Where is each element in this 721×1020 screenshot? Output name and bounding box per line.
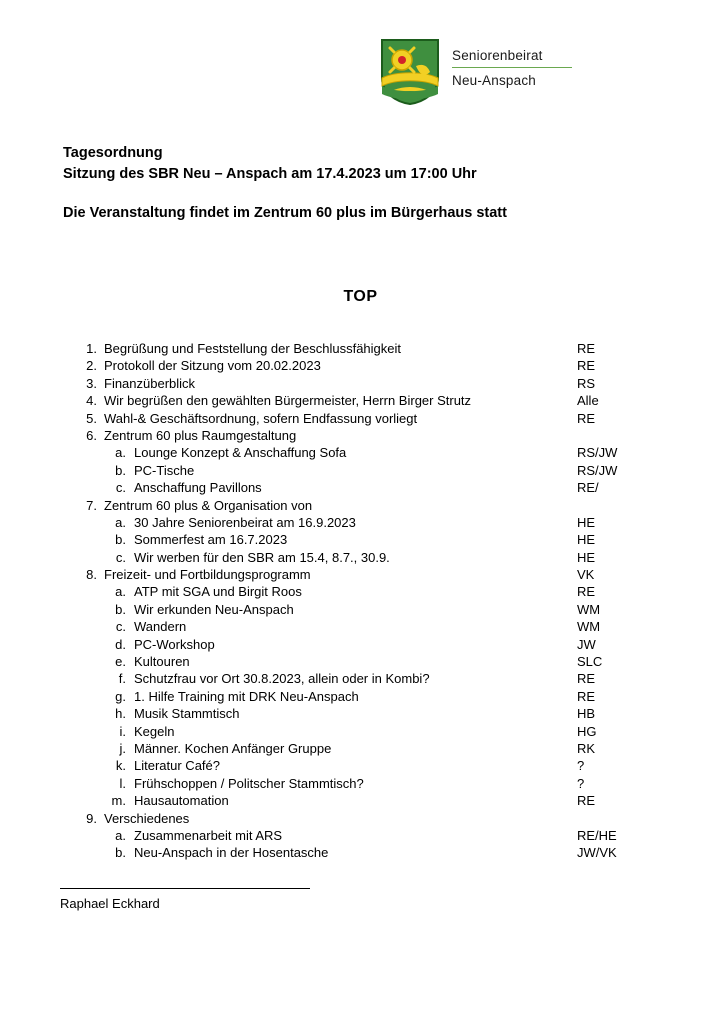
agenda-item-number: l. (119, 775, 126, 791)
agenda-item-number: a. (115, 584, 126, 600)
agenda-item (63, 757, 663, 774)
agenda-item-text: Hausautomation (134, 793, 229, 809)
agenda-item-text: Wandern (134, 619, 187, 635)
signature-line (60, 888, 310, 889)
agenda-item-owner: HB (577, 706, 596, 722)
agenda-item-number: 2. (86, 358, 97, 374)
agenda-item-number: h. (115, 706, 126, 722)
title-block (63, 143, 663, 185)
agenda-item-number: d. (115, 636, 126, 652)
agenda-item (63, 392, 663, 409)
agenda-item-number: 8. (86, 567, 97, 583)
agenda-item (63, 583, 663, 600)
agenda-item-number: 1. (86, 341, 97, 356)
agenda-item-owner: SLC (577, 654, 603, 670)
agenda-item (63, 340, 663, 357)
agenda-item-owner: WM (577, 601, 601, 617)
agenda-item (63, 688, 663, 705)
agenda-item-text: 1. Hilfe Training mit DRK Neu-Anspach (134, 688, 359, 704)
agenda-item-number: b. (115, 462, 126, 478)
agenda-item (63, 844, 663, 861)
agenda-item-text: Protokoll der Sitzung vom 20.02.2023 (104, 358, 321, 374)
agenda-item-text: Zentrum 60 plus Raumgestaltung (104, 427, 297, 443)
agenda-item-text: Kultouren (134, 654, 190, 670)
agenda-item-text: Zusammenarbeit mit ARS (134, 827, 283, 843)
agenda-item-owner: HE (577, 549, 596, 565)
agenda-item-owner: RS/JW (577, 462, 618, 478)
agenda-item-number: g. (115, 688, 126, 704)
agenda-item-text: Lounge Konzept & Anschaffung Sofa (134, 445, 347, 461)
agenda-item-owner: ? (577, 758, 585, 774)
agenda-item-owner: HG (577, 723, 597, 739)
agenda-item-text: Wahl-& Geschäftsordnung, sofern Endfassung vorliegt (104, 410, 418, 426)
agenda-item-owner: ? (577, 775, 585, 791)
agenda-item-number: 9. (86, 810, 97, 826)
agenda-item-owner: JW/VK (577, 845, 617, 861)
organisation-name-block (452, 38, 572, 88)
agenda-item-number: b. (115, 845, 126, 861)
agenda-item-number: f. (118, 671, 126, 687)
agenda-item-owner: RE (577, 358, 596, 374)
agenda-item-text: Frühschoppen / Politscher Stammtisch? (134, 775, 364, 791)
agenda-item-owner: RE (577, 341, 596, 356)
agenda-item-number: m. (111, 793, 126, 809)
agenda-item-text: Verschiedenes (104, 810, 190, 826)
agenda-item-owner: RE (577, 688, 596, 704)
agenda-item (63, 514, 663, 531)
agenda-item (63, 827, 663, 844)
agenda-item-text: Neu-Anspach in der Hosentasche (134, 845, 329, 861)
agenda-item-text: Begrüßung und Feststellung der Beschlussfähigkeit (104, 341, 402, 356)
agenda-item-owner: RS/JW (577, 445, 618, 461)
agenda-item-owner: JW (577, 636, 596, 652)
agenda-item (63, 357, 663, 374)
agenda-item (63, 462, 663, 479)
agenda-item-owner: RS (577, 375, 596, 391)
agenda-item-owner: RE (577, 671, 596, 687)
agenda-item-text: PC-Tische (134, 462, 195, 478)
agenda-item-number: k. (115, 758, 126, 774)
venue-note: Die Veranstaltung findet im Zentrum 60 plus im Bürgerhaus statt (63, 205, 507, 221)
agenda-item-number: j. (119, 740, 126, 756)
agenda-item (63, 410, 663, 427)
agenda-item (63, 636, 663, 653)
agenda-item (63, 444, 663, 461)
agenda-item (63, 601, 663, 618)
agenda-item-number: a. (115, 514, 126, 530)
agenda-item-text: 30 Jahre Seniorenbeirat am 16.9.2023 (134, 514, 356, 530)
agenda-item-number: i. (119, 723, 126, 739)
agenda-item (63, 479, 663, 496)
divider (452, 67, 572, 68)
agenda-item-number: b. (115, 532, 126, 548)
agenda-item (63, 810, 663, 827)
agenda-item-owner: Alle (577, 393, 599, 409)
agenda-item-text: Literatur Café? (134, 758, 220, 774)
agenda-item-text: Zentrum 60 plus & Organisation von (104, 497, 313, 513)
agenda-item (63, 497, 663, 514)
agenda-item (63, 427, 663, 444)
agenda-item-text: Männer. Kochen Anfänger Gruppe (134, 740, 332, 756)
agenda-item-text: Wir begrüßen den gewählten Bürgermeister, Herrn Birger Strutz (104, 393, 472, 409)
agenda-item-owner: RE (577, 410, 596, 426)
agenda-item-number: e. (115, 654, 126, 670)
agenda-item (63, 705, 663, 722)
agenda-item-owner: HE (577, 514, 596, 530)
agenda-item (63, 792, 663, 809)
agenda-item-owner: RE (577, 793, 596, 809)
agenda-item-number: 5. (86, 410, 97, 426)
agenda-item-number: 6. (86, 427, 97, 443)
agenda-item (63, 549, 663, 566)
agenda-item-number: 3. (86, 375, 97, 391)
agenda-item-number: a. (115, 445, 126, 461)
agenda-item-owner: RE/HE (577, 827, 617, 843)
agenda-item (63, 775, 663, 792)
section-heading: TOP (343, 288, 378, 305)
agenda-item-number: c. (115, 549, 126, 565)
agenda-item-text: Sommerfest am 16.7.2023 (134, 532, 288, 548)
agenda-item-number: c. (115, 619, 126, 635)
organisation-name: Seniorenbeirat (452, 48, 543, 63)
agenda-item-text: Schutzfrau vor Ort 30.8.2023, allein oder in Kombi? (134, 671, 430, 687)
agenda-item-text: Musik Stammtisch (134, 706, 240, 722)
agenda-item (63, 653, 663, 670)
agenda-item-number: a. (115, 827, 126, 843)
agenda-item (63, 670, 663, 687)
agenda-item-owner: RE (577, 584, 596, 600)
agenda-item-number: b. (115, 601, 126, 617)
agenda-item-text: Kegeln (134, 723, 175, 739)
agenda-item (63, 723, 663, 740)
agenda-item-text: ATP mit SGA und Birgit Roos (134, 584, 302, 600)
page-title: Tagesordnung (63, 145, 163, 161)
agenda-list (63, 340, 663, 862)
agenda-item-owner: RK (577, 740, 596, 756)
agenda-item-number: 7. (86, 497, 97, 513)
agenda-item-owner: RE/ (577, 480, 599, 496)
agenda-item-text: Wir erkunden Neu-Anspach (134, 601, 294, 617)
agenda-item-owner: VK (577, 567, 595, 583)
agenda-item-owner: WM (577, 619, 601, 635)
agenda-item (63, 618, 663, 635)
agenda-item (63, 566, 663, 583)
organisation-place: Neu-Anspach (452, 73, 536, 88)
header-logo-block (380, 38, 572, 106)
agenda-item (63, 375, 663, 392)
agenda-item-number: 4. (86, 393, 97, 409)
coat-of-arms-icon (380, 38, 440, 106)
agenda-item-text: Wir werben für den SBR am 15.4, 8.7., 30.9. (134, 549, 390, 565)
agenda-item-number: c. (115, 480, 126, 496)
page-subtitle: Sitzung des SBR Neu – Anspach am 17.4.2023 um 17:00 Uhr (63, 166, 477, 182)
agenda-item-text: PC-Workshop (134, 636, 215, 652)
agenda-item-text: Freizeit- und Fortbildungsprogramm (104, 567, 311, 583)
agenda-item-text: Finanzüberblick (104, 375, 196, 391)
agenda-item (63, 531, 663, 548)
agenda-item-owner: HE (577, 532, 596, 548)
signature-name: Raphael Eckhard (60, 896, 160, 911)
agenda-item (63, 740, 663, 757)
agenda-item-text: Anschaffung Pavillons (134, 480, 262, 496)
